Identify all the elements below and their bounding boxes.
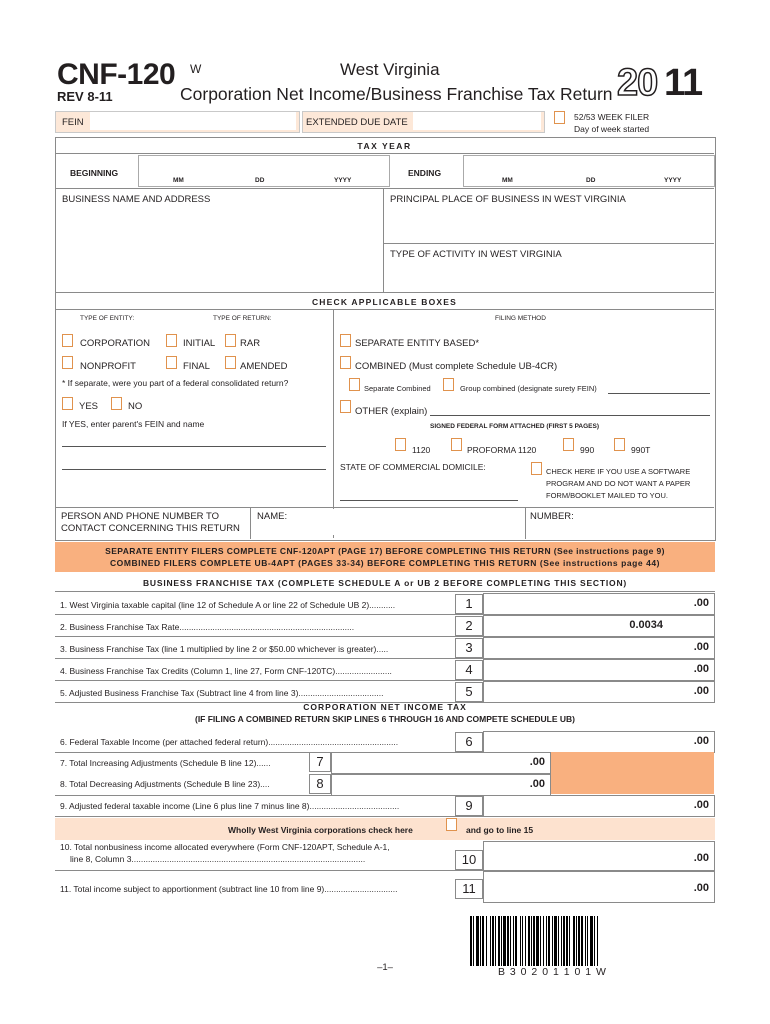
line-8-number: 8: [309, 774, 331, 794]
yes-label: YES: [79, 401, 99, 412]
line-11-value: .00: [693, 882, 709, 894]
no-label: NO: [128, 401, 143, 412]
contact-number-label: NUMBER:: [530, 511, 574, 522]
surety-fein-input[interactable]: [608, 393, 710, 394]
line-10-number: 10: [455, 850, 483, 870]
line-11-number: 11: [455, 879, 483, 899]
form-suffix: W: [190, 62, 202, 76]
divider: [55, 816, 715, 817]
line-7-value: .00: [529, 756, 545, 768]
form-990-checkbox[interactable]: [563, 438, 574, 451]
type-entity-label: TYPE OF ENTITY:: [80, 315, 135, 322]
initial-label: INITIAL: [183, 338, 216, 349]
form-990-label: 990: [580, 445, 595, 455]
if-separate-question: * If separate, were you part of a federal consolidated return?: [62, 378, 289, 388]
shaded-area: [551, 752, 714, 794]
line-9-label: 9. Adjusted federal taxable income (Line 6 plus line 7 minus line 8)......................................: [60, 801, 400, 811]
rar-checkbox[interactable]: [225, 334, 236, 347]
extended-due-date-label: EXTENDED DUE DATE: [306, 117, 408, 128]
final-label: FINAL: [183, 361, 210, 372]
divider: [525, 507, 526, 539]
other-explain-input[interactable]: [430, 415, 710, 416]
business-name-input[interactable]: [60, 207, 378, 289]
form-id: CNF-120: [57, 58, 176, 91]
separate-entity-label: SEPARATE ENTITY BASED*: [355, 338, 480, 349]
corporation-checkbox[interactable]: [62, 334, 73, 347]
corporation-label: CORPORATION: [80, 338, 151, 349]
dd-label: DD: [586, 177, 596, 184]
divider: [56, 309, 714, 310]
franchise-title: BUSINESS FRANCHISE TAX (COMPLETE SCHEDULE A or UB 2 BEFORE COMPLETING THIS SECTION): [142, 578, 628, 588]
divider: [56, 507, 714, 508]
divider: [56, 292, 714, 293]
state-domicile-input[interactable]: [340, 500, 518, 501]
line-7-label: 7. Total Increasing Adjustments (Schedule B line 12)......: [60, 758, 271, 768]
principal-place-input[interactable]: [388, 207, 710, 240]
line-6-number: 6: [455, 732, 483, 752]
cnit-title: CORPORATION NET INCOME TAX: [303, 702, 467, 712]
form-1120-label: 1120: [412, 445, 431, 455]
divider: [383, 243, 714, 244]
line-9-value: .00: [693, 799, 709, 811]
day-started-label: Day of week started: [574, 124, 650, 134]
proforma-label: PROFORMA 1120: [467, 445, 537, 455]
divider: [55, 591, 715, 592]
tax-year-solid: 11: [664, 62, 703, 104]
page-number: –1–: [377, 962, 393, 973]
banner-line-1: SEPARATE ENTITY FILERS COMPLETE CNF-120APT (PAGE 17) BEFORE COMPLETING THIS RETURN (See instructions page 9): [105, 546, 665, 556]
combined-checkbox[interactable]: [340, 356, 351, 369]
other-checkbox[interactable]: [340, 400, 351, 413]
line-2-value: 0.0034: [629, 619, 663, 631]
state-domicile-label: STATE OF COMMERCIAL DOMICILE:: [340, 462, 486, 472]
line-2-label: 2. Business Franchise Tax Rate..........................................................................: [60, 622, 355, 632]
barcode-text: B 3 0 2 0 1 1 0 1 W: [498, 966, 607, 978]
line-7-number: 7: [309, 752, 331, 772]
line-10-label: 10. Total nonbusiness income allocated everywhere (Form CNF-120APT, Schedule A-1,: [60, 842, 390, 852]
state-name: West Virginia: [340, 60, 440, 79]
line-3-value: .00: [693, 641, 709, 653]
parent-name-input[interactable]: [62, 469, 326, 470]
week-filer-label: 52/53 WEEK FILER: [574, 112, 650, 122]
line-2-number: 2: [455, 616, 483, 636]
tax-year-title: TAX YEAR: [357, 141, 412, 151]
extended-due-date-input[interactable]: [413, 112, 541, 130]
fein-label: FEIN: [62, 117, 84, 128]
separate-combined-label: Separate Combined: [364, 384, 431, 393]
proforma-checkbox[interactable]: [451, 438, 462, 451]
activity-input[interactable]: [388, 262, 710, 289]
signed-federal-label: SIGNED FEDERAL FORM ATTACHED (FIRST 5 PAGES): [430, 423, 600, 430]
line-8-value: .00: [529, 778, 545, 790]
parent-fein-input[interactable]: [62, 446, 326, 447]
separate-entity-checkbox[interactable]: [340, 334, 351, 347]
divider: [56, 153, 714, 154]
activity-label: TYPE OF ACTIVITY IN WEST VIRGINIA: [390, 249, 562, 260]
type-return-label: TYPE OF RETURN:: [213, 315, 272, 322]
line-1-value: .00: [693, 597, 709, 609]
business-name-label: BUSINESS NAME AND ADDRESS: [62, 194, 211, 205]
barcode-bar: [598, 916, 599, 966]
mm-label: MM: [502, 177, 513, 184]
go-line-15-label: and go to line 15: [466, 825, 534, 835]
ending-label: ENDING: [408, 168, 442, 178]
wholly-wv-checkbox[interactable]: [446, 818, 457, 831]
software-checkbox[interactable]: [531, 462, 542, 475]
amended-checkbox[interactable]: [225, 356, 236, 369]
principal-place-label: PRINCIPAL PLACE OF BUSINESS IN WEST VIRGINIA: [390, 194, 626, 205]
no-checkbox[interactable]: [111, 397, 122, 410]
parent-fein-label: If YES, enter parent's FEIN and name: [62, 419, 205, 429]
software-note: CHECK HERE IF YOU USE A SOFTWARE PROGRAM AND DO NOT WANT A PAPER FORM/BOOKLET MAILED TO YOU.: [546, 467, 691, 500]
contact-name-input[interactable]: [290, 509, 520, 535]
line-10-label-cont: line 8, Column 3...................................................................................................: [70, 854, 366, 864]
rar-label: RAR: [240, 338, 261, 349]
form-990t-checkbox[interactable]: [614, 438, 625, 451]
form-title: Corporation Net Income/Business Franchise Tax Return: [180, 84, 613, 104]
line-5-number: 5: [455, 682, 483, 702]
barcode: [470, 916, 710, 966]
line-4-number: 4: [455, 660, 483, 680]
yyyy-label: YYYY: [664, 177, 682, 184]
combined-label: COMBINED (Must complete Schedule UB-4CR): [355, 361, 558, 372]
line-11-label: 11. Total income subject to apportionment (subtract line 10 from line 9)...............................: [60, 884, 398, 894]
divider: [250, 507, 251, 539]
line-9-number: 9: [455, 796, 483, 816]
banner-line-2: COMBINED FILERS COMPLETE UB-4APT (PAGES 33-34) BEFORE COMPLETING THIS RETURN (See instructions page 44): [109, 558, 661, 568]
form-990t-label: 990T: [631, 445, 651, 455]
divider: [383, 188, 384, 292]
divider: [333, 309, 334, 538]
wholly-wv-label: Wholly West Virginia corporations check here: [228, 825, 413, 835]
line-1-number: 1: [455, 594, 483, 614]
line-3-label: 3. Business Franchise Tax (line 1 multiplied by line 2 or $50.00 whichever is greater).....: [60, 644, 389, 654]
yes-checkbox[interactable]: [62, 397, 73, 410]
tax-year-outline: 20: [617, 62, 658, 104]
line-5-value: .00: [693, 685, 709, 697]
line-4-label: 4. Business Franchise Tax Credits (Column 1, line 27, Form CNF-120TC)........................: [60, 666, 392, 676]
week-filer-checkbox[interactable]: [554, 111, 565, 124]
line-5-label: 5. Adjusted Business Franchise Tax (Subtract line 4 from line 3)....................................: [60, 688, 384, 698]
contact-number-input[interactable]: [580, 509, 710, 535]
filing-method-label: FILING METHOD: [495, 315, 546, 322]
contact-name-label: NAME:: [257, 511, 288, 522]
cnit-subtitle: (IF FILING A COMBINED RETURN SKIP LINES 6 THROUGH 16 AND COMPETE SCHEDULE UB): [194, 714, 575, 724]
dd-label: DD: [255, 177, 265, 184]
line-6-label: 6. Federal Taxable Income (per attached federal return).......................................................: [60, 737, 399, 747]
line-3-number: 3: [455, 638, 483, 658]
line-10-value: .00: [693, 852, 709, 864]
nonprofit-label: NONPROFIT: [80, 361, 136, 372]
line-6-value: .00: [693, 735, 709, 747]
mm-label: MM: [173, 177, 184, 184]
separate-combined-checkbox[interactable]: [349, 378, 360, 391]
group-combined-label: Group combined (designate surety FEIN): [460, 384, 597, 393]
fein-input[interactable]: [90, 112, 296, 130]
line-4-value: .00: [693, 663, 709, 675]
divider: [56, 188, 714, 189]
other-label: OTHER (explain): [355, 406, 428, 417]
beginning-label: BEGINNING: [70, 168, 119, 178]
amended-label: AMENDED: [240, 361, 288, 372]
group-combined-checkbox[interactable]: [443, 378, 454, 391]
initial-checkbox[interactable]: [166, 334, 177, 347]
check-boxes-title: CHECK APPLICABLE BOXES: [311, 297, 458, 307]
yyyy-label: YYYY: [334, 177, 352, 184]
line-1-label: 1. West Virginia taxable capital (line 12 of Schedule A or line 22 of Schedule UB 2)...........: [60, 600, 396, 610]
nonprofit-checkbox[interactable]: [62, 356, 73, 369]
form-revision: REV 8-11: [57, 89, 113, 104]
final-checkbox[interactable]: [166, 356, 177, 369]
form-1120-checkbox[interactable]: [395, 438, 406, 451]
line-8-label: 8. Total Decreasing Adjustments (Schedule B line 23)....: [60, 779, 270, 789]
contact-label: PERSON AND PHONE NUMBER TO CONTACT CONCERNING THIS RETURN: [61, 511, 240, 534]
